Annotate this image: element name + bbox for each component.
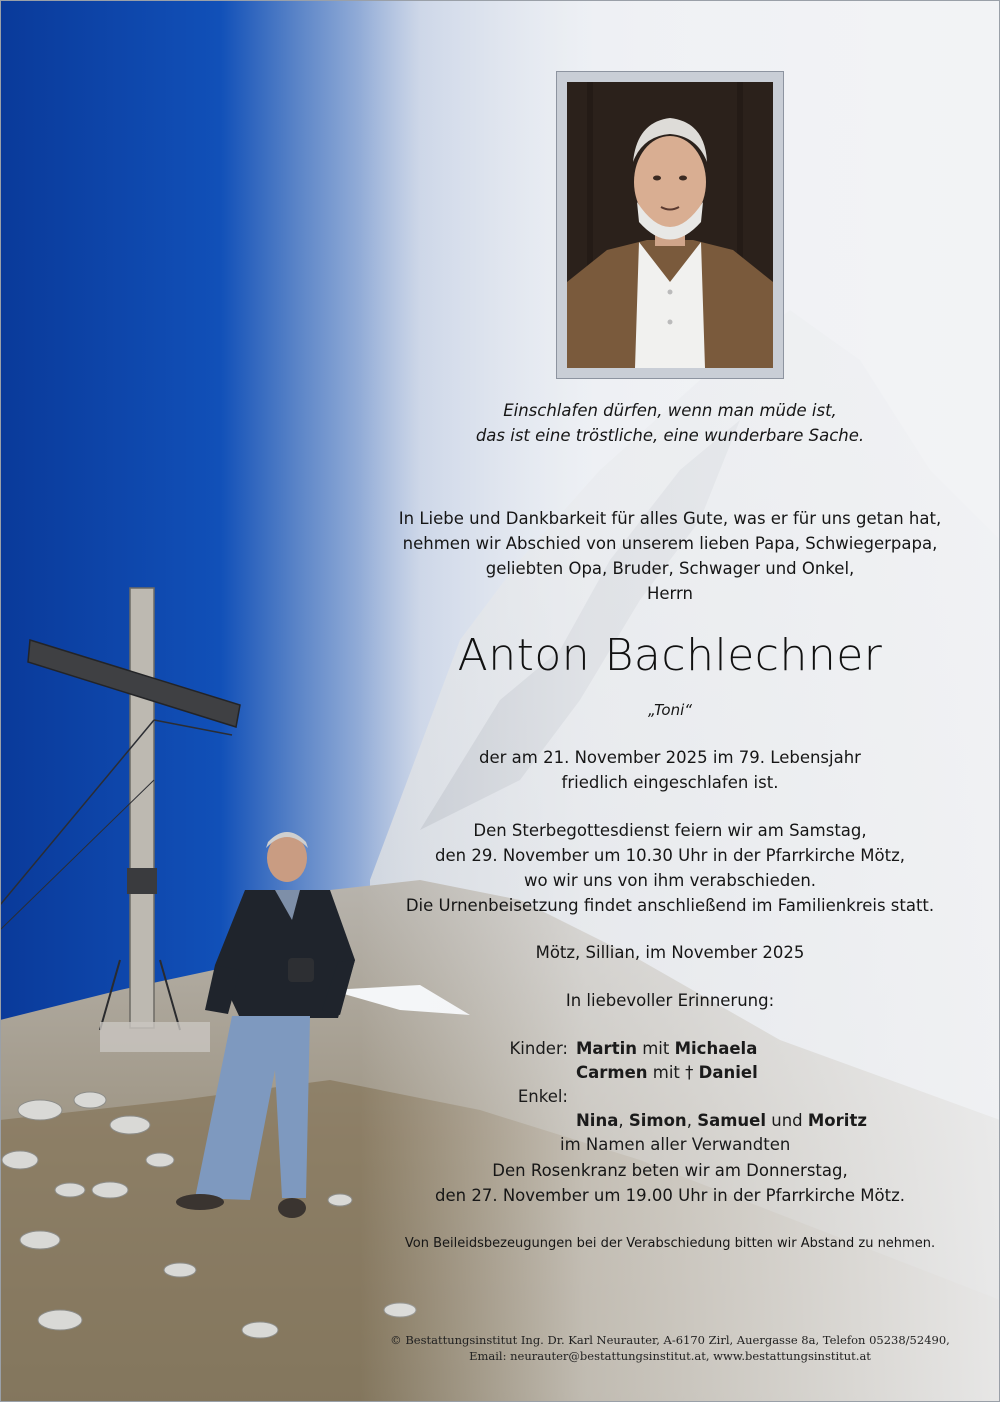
service-line-4: Die Urnenbeisetzung findet anschließend im Familienkreis statt. bbox=[405, 896, 935, 915]
death-notice bbox=[380, 745, 960, 795]
enkel-2: Simon bbox=[628, 1111, 687, 1130]
funeral-home-footer bbox=[380, 1332, 960, 1364]
intro-line-2: nehmen wir Abschied von unserem lieben Papa, Schwiegerpapa, bbox=[402, 534, 938, 553]
footer-line-2: Email: neurauter@bestattungsinstitut.at, www.bestattungsinstitut.at bbox=[469, 1349, 871, 1363]
poem-line-2: das ist eine tröstliche, eine wunderbare Sache. bbox=[475, 426, 865, 445]
portrait-frame bbox=[557, 72, 783, 378]
enkel-separator-2: , bbox=[686, 1111, 698, 1130]
relatives-line: im Namen aller Verwandten bbox=[560, 1135, 791, 1154]
deceased-nickname: „Toni“ bbox=[647, 701, 693, 719]
service-line-1: Den Sterbegottesdienst feiern wir am Samstag, bbox=[473, 821, 867, 840]
enkel-1: Nina bbox=[576, 1111, 619, 1130]
enkel-4: Moritz bbox=[807, 1111, 867, 1130]
poem bbox=[380, 398, 960, 448]
enkel-label: Enkel: bbox=[517, 1087, 568, 1106]
poem-line-1: Einschlafen dürfen, wenn man müde ist, bbox=[503, 401, 837, 420]
kinder-label: Kinder: bbox=[509, 1039, 568, 1058]
family-list bbox=[470, 1037, 910, 1157]
intro-line-3: geliebten Opa, Bruder, Schwager und Onkel, bbox=[485, 559, 855, 578]
place-date: Mötz, Sillian, im November 2025 bbox=[535, 943, 805, 962]
kinder-2-name: Carmen bbox=[576, 1063, 648, 1082]
memory-heading: In liebevoller Erinnerung: bbox=[565, 991, 775, 1010]
enkel-3: Samuel bbox=[697, 1111, 766, 1130]
rosary-line-2: den 27. November um 19.00 Uhr in der Pfarrkirche Mötz. bbox=[435, 1186, 905, 1205]
portrait-photo bbox=[567, 82, 773, 368]
portrait-illustration bbox=[567, 82, 773, 368]
intro-line-4: Herrn bbox=[646, 584, 693, 603]
enkel-separator-1: , bbox=[618, 1111, 629, 1130]
deceased-name: Anton Bachlechner bbox=[457, 630, 883, 681]
family-row-enkel bbox=[470, 1085, 910, 1133]
death-line-2: friedlich eingeschlafen ist. bbox=[561, 773, 779, 792]
rosary-notice bbox=[380, 1158, 960, 1208]
kinder-1-partner: Michaela bbox=[674, 1039, 758, 1058]
family-row-kinder-2 bbox=[470, 1061, 910, 1085]
footer-line-1: © Bestattungsinstitut Ing. Dr. Karl Neurauter, A-6170 Zirl, Auergasse 8a, Telefon 05238/52490, bbox=[390, 1333, 950, 1347]
rosary-line-1: Den Rosenkranz beten wir am Donnerstag, bbox=[492, 1161, 848, 1180]
service-line-2: den 29. November um 10.30 Uhr in der Pfarrkirche Mötz, bbox=[435, 846, 905, 865]
enkel-separator-3: und bbox=[766, 1111, 808, 1130]
intro-line-1: In Liebe und Dankbarkeit für alles Gute, was er für uns getan hat, bbox=[398, 509, 942, 528]
death-line-1: der am 21. November 2025 im 79. Lebensjahr bbox=[479, 748, 861, 767]
kinder-2-connector: mit † bbox=[647, 1063, 699, 1082]
condolence-note: Von Beileidsbezeugungen bei der Verabschiedung bitten wir Abstand zu nehmen. bbox=[404, 1236, 936, 1251]
intro-text bbox=[380, 506, 960, 606]
kinder-2-partner: Daniel bbox=[698, 1063, 758, 1082]
service-line-3: wo wir uns von ihm verabschieden. bbox=[523, 871, 817, 890]
service-notice bbox=[380, 818, 960, 918]
family-row-kinder-1 bbox=[470, 1037, 910, 1061]
kinder-1-connector: mit bbox=[636, 1039, 675, 1058]
family-row-relatives bbox=[470, 1133, 910, 1157]
kinder-1-name: Martin bbox=[576, 1039, 637, 1058]
